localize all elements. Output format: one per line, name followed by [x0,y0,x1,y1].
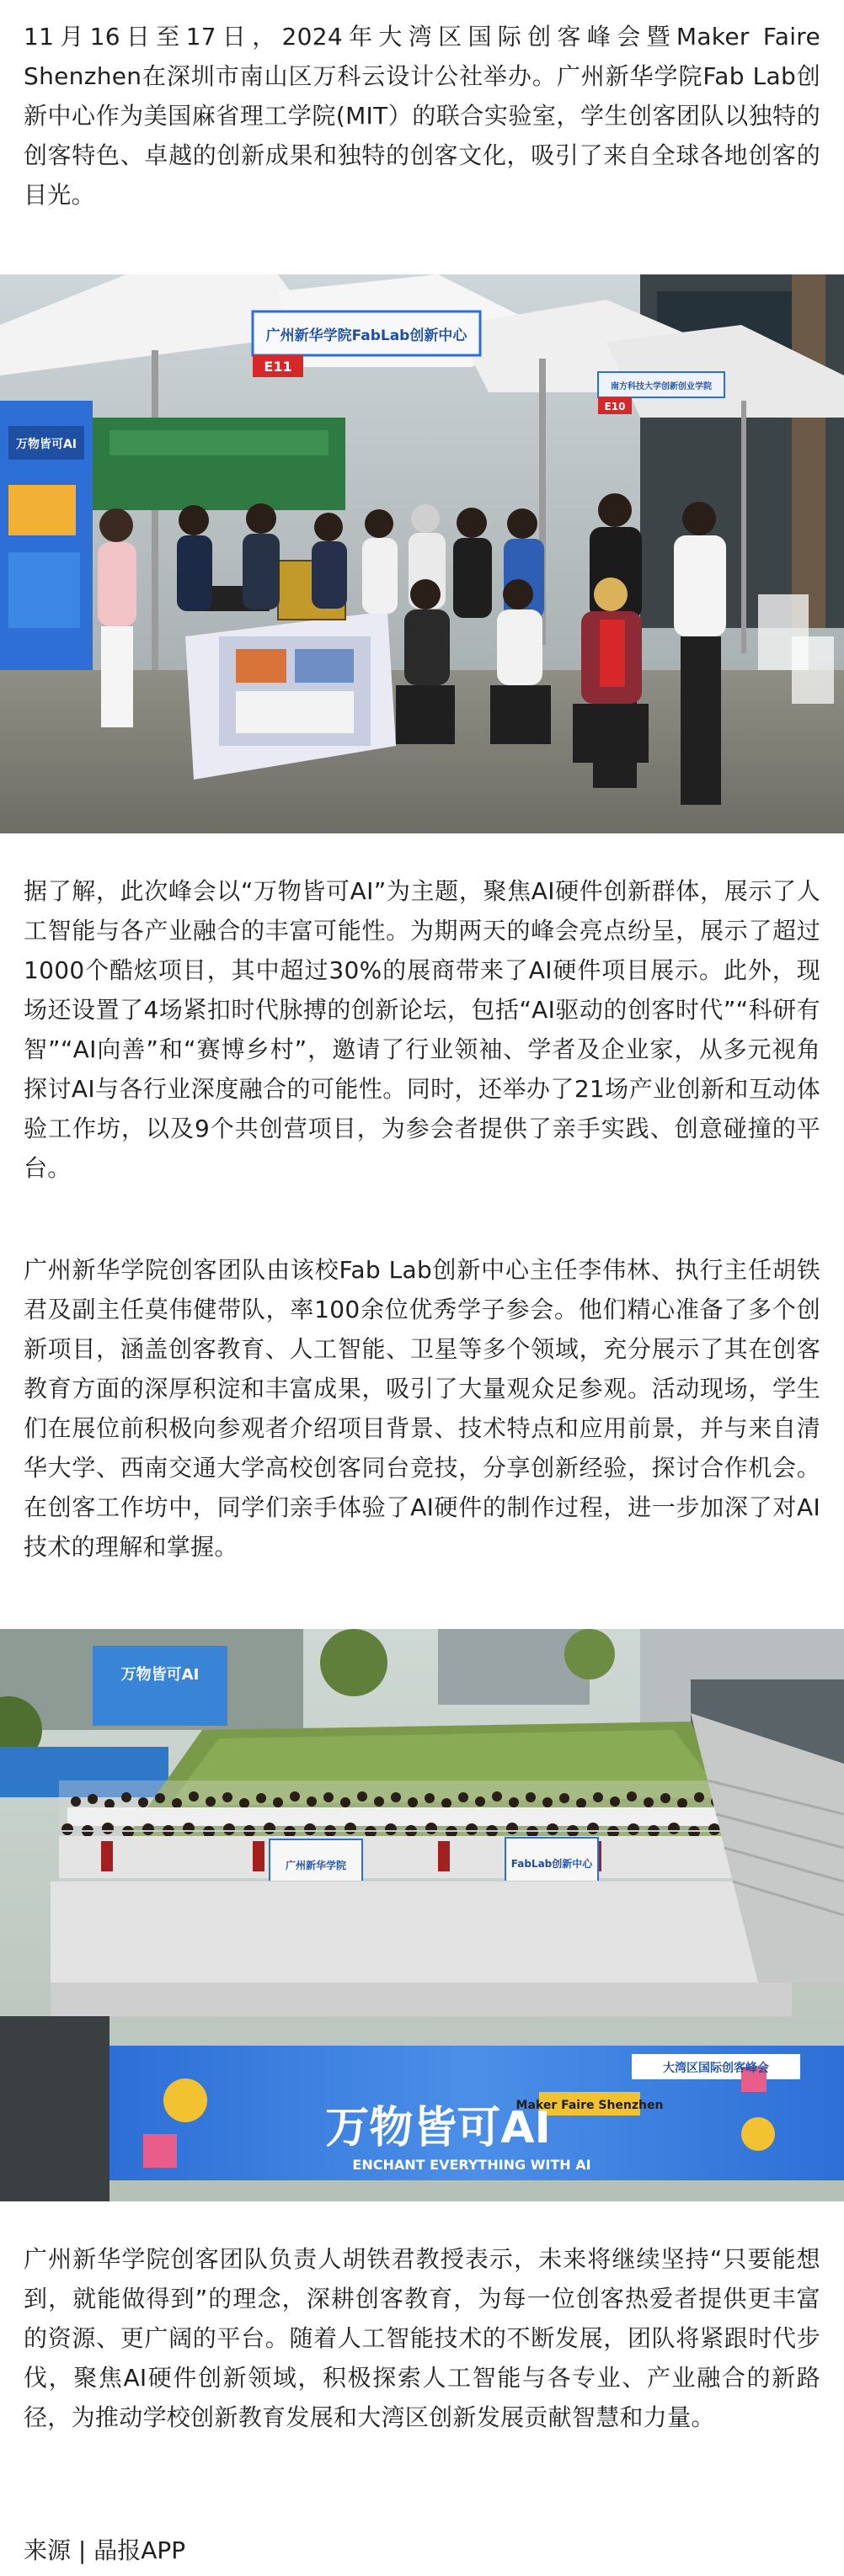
paragraph-intro: 11月16日至17日，2024年大湾区国际创客峰会暨Maker Faire Shenzhen在深圳市南山区万科云设计公社举办。广州新华学院Fab Lab创新中心作为美国麻省理工学院(MIT）的联合实验室，学生创客团队以独特的创客特色、卓越的创新成果和独特的创客文化，吸引了来自全球各地创客的目光。 [24,23,820,209]
neighbor-sign-text: 南方科技大学创新创业学院 [611,382,712,391]
balcony-group-photo [0,1629,844,2201]
banner-main-text: 万物皆可AI [325,2103,551,2153]
paragraph-summit-theme: 据了解，此次峰会以“万物皆可AI”为主题，聚焦AI硬件创新群体，展示了人工智能与各产业融合的丰富可能性。为期两天的峰会亮点纷呈，展示了超过1000个酷炫项目，其中超过30%的展商带来了AI硬件项目展示。此外，现场还设置了4场紧扣时代脉搏的创新论坛，包括“AI驱动的创客时代”“科研有智”“AI向善”和“赛博乡村”，邀请了行业领袖、学者及企业家，从多元视角探讨AI与各行业深度融合的可能性。同时，还举办了21场产业创新和互动体验工作坊，以及9个共创营项目，为参会者提供了亲手实践、创意碰撞的平台。 [24,877,820,1182]
neighbor-number-text: E10 [604,401,626,412]
booth-sign-text: 广州新华学院FabLab创新中心 [265,327,467,344]
banner-sub-text: ENCHANT EVERYTHING WITH AI [352,2157,591,2173]
paragraph-team-participation: 广州新华学院创客团队由该校Fab Lab创新中心主任李伟林、执行主任胡铁君及副主任莫伟健带队，率100余位优秀学子参会。他们精心准备了多个创新项目，涵盖创客教育、人工智能、卫星等多个领域，充分展示了其在创客教育方面的深厚积淀和丰富成果，吸引了大量观众足参观。活动现场，学生们在展位前积极向参观者介绍项目背景、技术特点和应用前景，并与来自清华大学、西南交通大学高校创客同台竞技，分享创新经验，探讨合作机会。在创客工作坊中，同学们亲手体验了AI硬件的制作过程，进一步加深了对AI技术的理解和掌握。 [24,1256,820,1561]
side-banner-text: 万物皆可AI [120,1666,200,1684]
booth-group-photo [0,274,844,833]
flag-right-text: FabLab创新中心 [510,1858,593,1870]
banner-top-text: 大湾区国际创客峰会 [663,2062,769,2075]
booth-number-text: E11 [264,359,292,375]
banner-event-text: Maker Faire Shenzhen [515,2099,664,2112]
flag-left-text: 广州新华学院 [285,1860,347,1871]
source-credit: 来源 | 晶报APP [24,2536,186,2564]
paragraph-future-outlook: 广州新华学院创客团队负责人胡铁君教授表示，未来将继续坚持“只要能想到，就能做得到”的理念，深耕创客教育，为每一位创客热爱者提供更丰富的资源、更广阔的平台。随着人工智能技术的不断发展，团队将紧跟时代步伐，聚焦AI硬件创新领域，积极探索人工智能与各专业、产业融合的新路径，为推动学校创新教育发展和大湾区创新发展贡献智慧和力量。 [24,2245,820,2431]
left-banner-text: 万物皆可AI [15,438,77,451]
